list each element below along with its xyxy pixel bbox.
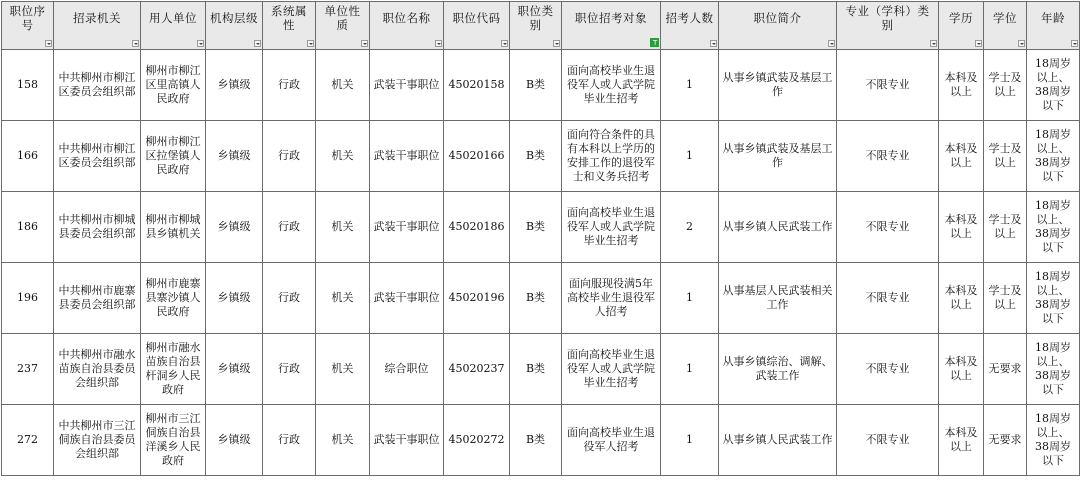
table-cell[interactable]: 柳州市柳江区拉堡镇人民政府 [141,121,206,192]
table-cell[interactable]: 237 [2,334,54,405]
table-cell[interactable]: 柳州市鹿寨县寨沙镇人民政府 [141,263,206,334]
table-cell[interactable]: 45020237 [444,334,510,405]
filter-dropdown-icon[interactable] [254,40,261,47]
column-header[interactable] [206,2,263,50]
table-cell[interactable]: 机关 [316,405,370,476]
column-header[interactable] [837,2,939,50]
table-cell[interactable]: 乡镇级 [206,192,263,263]
column-header-label: 学位 [993,10,1017,25]
table-row [2,121,1080,192]
table-cell[interactable]: 机关 [316,263,370,334]
table-cell[interactable]: 无要求 [984,405,1027,476]
filter-dropdown-icon[interactable] [975,40,982,47]
table-cell[interactable]: 面向高校毕业生退役军人或人武学院毕业生招考 [562,50,661,121]
table-cell[interactable]: 学士及以上 [984,192,1027,263]
table-cell[interactable]: 196 [2,263,54,334]
column-header[interactable] [661,2,719,50]
table-cell[interactable]: B类 [510,50,562,121]
table-cell[interactable]: 面向服现役满5年高校毕业生退役军人招考 [562,263,661,334]
column-header-label: 单位性质 [324,3,361,32]
column-header-label: 系统属性 [271,3,307,32]
table-cell[interactable]: 面向高校毕业生退役军人或人武学院毕业生招考 [562,192,661,263]
table-cell[interactable]: 45020158 [444,50,510,121]
table-cell[interactable]: 18周岁以上、38周岁以下 [1027,405,1080,476]
column-header-label: 职位序号 [9,3,46,32]
column-header-label: 职位代码 [452,10,501,25]
table-cell[interactable]: 45020186 [444,192,510,263]
filter-dropdown-icon[interactable] [197,40,204,47]
column-header-label: 机构层级 [210,10,258,25]
table-row [2,192,1080,263]
filter-dropdown-icon[interactable] [501,40,508,47]
table-cell[interactable]: 1 [661,263,719,334]
table-cell[interactable]: B类 [510,121,562,192]
table-cell[interactable]: 本科及以上 [939,405,984,476]
column-header[interactable] [1027,2,1080,50]
table-cell[interactable]: B类 [510,192,562,263]
column-header-label: 招录机关 [73,10,121,25]
table-cell[interactable]: 学士及以上 [984,50,1027,121]
column-header[interactable] [562,2,661,50]
table-cell[interactable]: 柳州市柳城县乡镇机关 [141,192,206,263]
filter-dropdown-icon[interactable] [828,40,835,47]
table-cell[interactable]: 中共柳州市鹿寨县委员会组织部 [54,263,141,334]
column-header[interactable] [54,2,141,50]
column-header[interactable] [316,2,370,50]
table-cell[interactable]: 45020166 [444,121,510,192]
table-cell[interactable]: 中共柳州市柳江区委员会组织部 [54,50,141,121]
column-header-label: 用人单位 [149,10,197,25]
table-row [2,334,1080,405]
table-cell[interactable]: 本科及以上 [939,263,984,334]
column-header[interactable] [984,2,1027,50]
table-cell[interactable]: 从事乡镇武装及基层工作 [719,50,837,121]
table-cell[interactable]: 从事基层人民武装相关工作 [719,263,837,334]
column-header[interactable] [444,2,510,50]
table-cell[interactable]: 行政 [263,50,316,121]
column-header-label: 职位名称 [382,10,431,25]
filter-dropdown-icon[interactable] [930,40,937,47]
table-cell[interactable]: 面向高校毕业生退役军人招考 [562,405,661,476]
column-header[interactable] [141,2,206,50]
column-header-label: 年龄 [1041,10,1065,25]
table-row [2,263,1080,334]
table-cell[interactable]: 武装干事职位 [370,405,444,476]
table-cell[interactable]: 18周岁以上、38周岁以下 [1027,50,1080,121]
table-cell[interactable]: B类 [510,405,562,476]
table-cell[interactable]: 柳州市融水苗族自治县杆洞乡人民政府 [141,334,206,405]
table-cell[interactable]: 乡镇级 [206,121,263,192]
recruitment-table [1,1,1080,476]
table-cell[interactable]: 不限专业 [837,50,939,121]
filter-dropdown-icon[interactable] [710,40,717,47]
table-cell[interactable]: B类 [510,334,562,405]
table-cell[interactable]: 从事乡镇人民武装工作 [719,192,837,263]
table-cell[interactable]: 行政 [263,263,316,334]
column-header-label: 职位类别 [517,3,554,32]
table-cell[interactable]: 18周岁以上、38周岁以下 [1027,192,1080,263]
filter-dropdown-icon[interactable] [1071,40,1078,47]
filter-dropdown-icon[interactable] [435,40,442,47]
table-cell[interactable]: 武装干事职位 [370,192,444,263]
table-cell[interactable]: 面向高校毕业生退役军人或人武学院毕业生招考 [562,334,661,405]
table-cell[interactable]: 乡镇级 [206,405,263,476]
table-cell[interactable]: 机关 [316,121,370,192]
column-header[interactable] [939,2,984,50]
table-cell[interactable]: 学士及以上 [984,263,1027,334]
table-cell[interactable]: 不限专业 [837,405,939,476]
table-cell[interactable]: 272 [2,405,54,476]
filter-dropdown-icon[interactable] [307,40,314,47]
table-cell[interactable]: 1 [661,334,719,405]
table-cell[interactable]: 不限专业 [837,121,939,192]
table-cell[interactable]: 1 [661,50,719,121]
table-cell[interactable]: 从事乡镇人民武装工作 [719,405,837,476]
table-cell[interactable]: 从事乡镇综治、调解、武装工作 [719,334,837,405]
table-cell[interactable]: 行政 [263,192,316,263]
filter-dropdown-icon[interactable] [1018,40,1025,47]
table-cell[interactable]: 18周岁以上、38周岁以下 [1027,121,1080,192]
filter-dropdown-icon[interactable] [361,40,368,47]
table-cell[interactable]: 18周岁以上、38周岁以下 [1027,263,1080,334]
table-cell[interactable]: 面向符合条件的具有本科以上学历的安排工作的退役军士和义务兵招考 [562,121,661,192]
filter-dropdown-icon[interactable] [553,40,560,47]
header-row [2,2,1080,50]
table-cell[interactable]: 本科及以上 [939,50,984,121]
table-cell[interactable]: 武装干事职位 [370,121,444,192]
table-cell[interactable]: 学士及以上 [984,121,1027,192]
table-cell[interactable]: 乡镇级 [206,263,263,334]
column-header[interactable] [2,2,54,50]
table-cell[interactable]: 柳州市柳江区里高镇人民政府 [141,50,206,121]
table-cell[interactable]: 本科及以上 [939,121,984,192]
table-cell[interactable]: 1 [661,405,719,476]
table-cell[interactable]: 45020272 [444,405,510,476]
table-cell[interactable]: 从事乡镇武装及基层工作 [719,121,837,192]
table-cell[interactable]: 综合职位 [370,334,444,405]
table-cell[interactable]: 不限专业 [837,192,939,263]
table-cell[interactable]: 无要求 [984,334,1027,405]
table-cell[interactable]: 不限专业 [837,334,939,405]
table-cell[interactable]: 18周岁以上、38周岁以下 [1027,334,1080,405]
table-cell[interactable]: 本科及以上 [939,192,984,263]
column-header[interactable] [263,2,316,50]
table-cell[interactable]: 中共柳州市柳城县委员会组织部 [54,192,141,263]
table-cell[interactable]: 武装干事职位 [370,50,444,121]
table-cell[interactable]: 中共柳州市柳江区委员会组织部 [54,121,141,192]
column-header-label: 职位招考对象 [575,10,647,25]
table-cell[interactable]: 本科及以上 [939,334,984,405]
table-cell[interactable]: 武装干事职位 [370,263,444,334]
table-row [2,50,1080,121]
column-header[interactable] [719,2,837,50]
filter-active-icon[interactable] [650,38,659,47]
table-cell[interactable]: 机关 [316,192,370,263]
table-cell[interactable]: 柳州市三江侗族自治县洋溪乡人民政府 [141,405,206,476]
table-cell[interactable]: 中共柳州市融水苗族自治县委员会组织部 [54,334,141,405]
column-header[interactable] [370,2,444,50]
filter-dropdown-icon[interactable] [45,40,52,47]
table-cell[interactable]: 行政 [263,405,316,476]
table-cell[interactable]: 行政 [263,121,316,192]
table-cell[interactable]: 乡镇级 [206,50,263,121]
table-cell[interactable]: 2 [661,192,719,263]
column-header-label: 职位简介 [753,10,802,25]
column-header-label: 招考人数 [665,10,714,25]
table-body [2,50,1080,476]
table-cell[interactable]: 166 [2,121,54,192]
column-header[interactable] [510,2,562,50]
table-cell[interactable]: 机关 [316,50,370,121]
table-cell[interactable]: 158 [2,50,54,121]
table-cell[interactable]: 行政 [263,334,316,405]
table-cell[interactable]: 不限专业 [837,263,939,334]
table-cell[interactable]: 乡镇级 [206,334,263,405]
filter-dropdown-icon[interactable] [132,40,139,47]
column-header-label: 学历 [949,10,973,25]
column-header-label: 专业（学科）类别 [845,3,930,32]
table-cell[interactable]: 186 [2,192,54,263]
table-cell[interactable]: 机关 [316,334,370,405]
table-cell[interactable]: 中共柳州市三江侗族自治县委员会组织部 [54,405,141,476]
table-row [2,405,1080,476]
table-cell[interactable]: 45020196 [444,263,510,334]
table-cell[interactable]: 1 [661,121,719,192]
table-cell[interactable]: B类 [510,263,562,334]
